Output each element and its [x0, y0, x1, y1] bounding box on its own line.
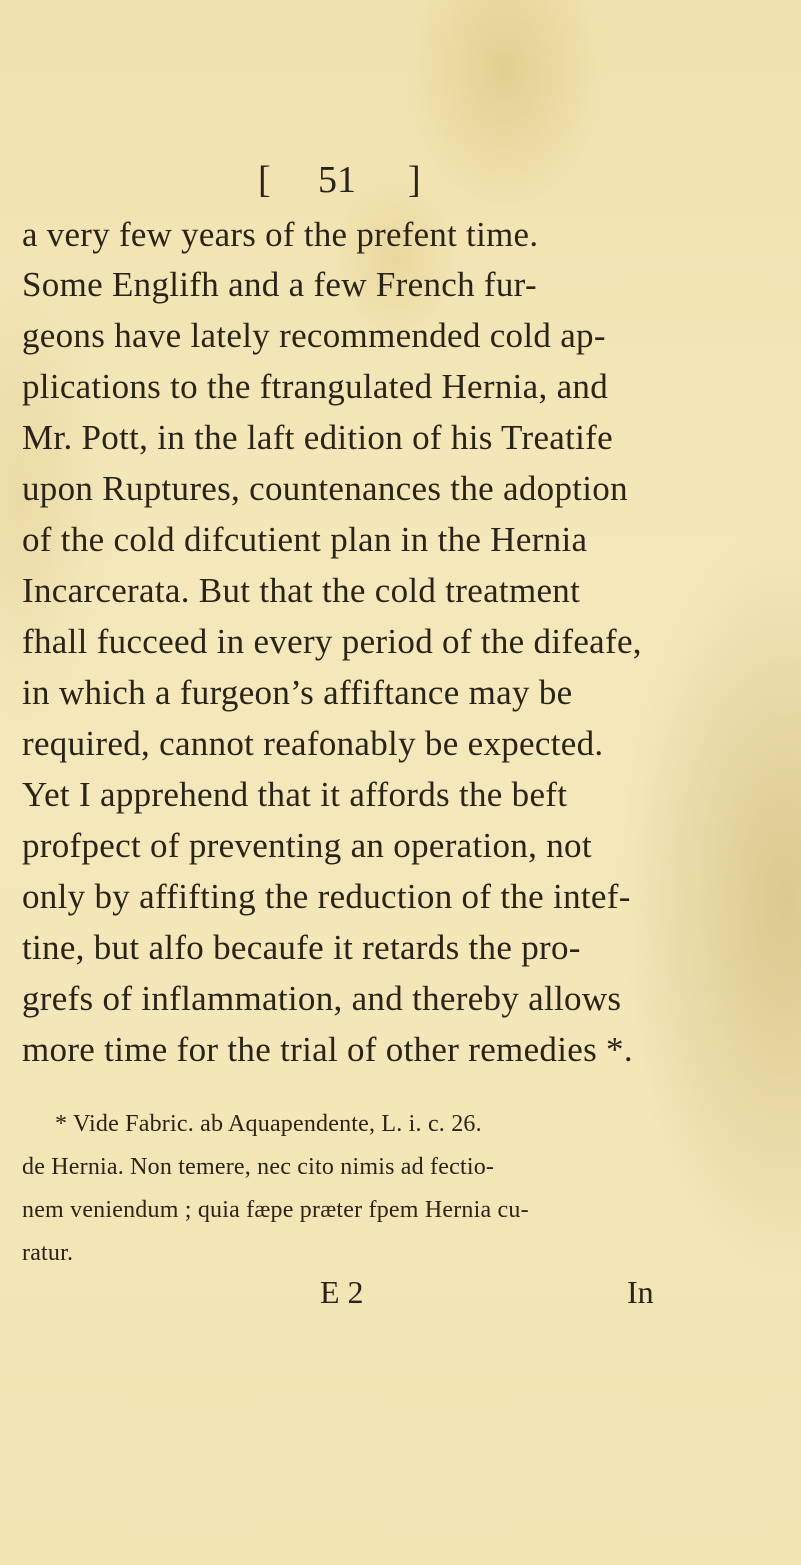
- body-line: upon Ruptures, countenances the adoption: [22, 469, 628, 508]
- page-header: [0, 158, 801, 204]
- body-line: only by affifting the reduction of the intef-: [22, 877, 631, 916]
- footnote-line: nem veniendum ; quia fæpe præter fpem Hernia cu-: [22, 1197, 529, 1223]
- footnote-line: * Vide Fabric. ab Aquapendente, L. i. c. 26.: [55, 1111, 482, 1137]
- body-line: required, cannot reafonably be expected.: [22, 724, 604, 763]
- body-line: Mr. Pott, in the laft edition of his Treatife: [22, 418, 613, 457]
- header-bracket-close: ]: [408, 159, 421, 201]
- body-line: a very few years of the prefent time.: [22, 215, 539, 254]
- body-line: fhall fucceed in every period of the difeafe,: [22, 622, 642, 661]
- body-line: Yet I apprehend that it affords the beft: [22, 775, 568, 814]
- body-line: geons have lately recommended cold ap-: [22, 316, 606, 355]
- body-line: Incarcerata. But that the cold treatment: [22, 571, 581, 610]
- body-line: Some Englifh and a few French fur-: [22, 265, 537, 304]
- body-line: grefs of inflammation, and thereby allows: [22, 979, 622, 1018]
- catchword: In: [627, 1274, 654, 1310]
- body-line: plications to the ftrangulated Hernia, and: [22, 367, 609, 406]
- body-line: tine, but alfo becaufe it retards the pro-: [22, 928, 581, 967]
- signature-mark: E 2: [320, 1274, 364, 1310]
- page-number: 51: [318, 159, 356, 201]
- header-bracket-open: [: [258, 159, 271, 201]
- footnote-line: ratur.: [22, 1240, 74, 1266]
- body-line: of the cold difcutient plan in the Hernia: [22, 520, 588, 559]
- body-line: profpect of preventing an operation, not: [22, 826, 592, 865]
- footnote-line: de Hernia. Non temere, nec cito nimis ad fectio-: [22, 1154, 495, 1180]
- body-line: in which a furgeon’s affiftance may be: [22, 673, 573, 712]
- body-line: more time for the trial of other remedies *.: [22, 1030, 633, 1069]
